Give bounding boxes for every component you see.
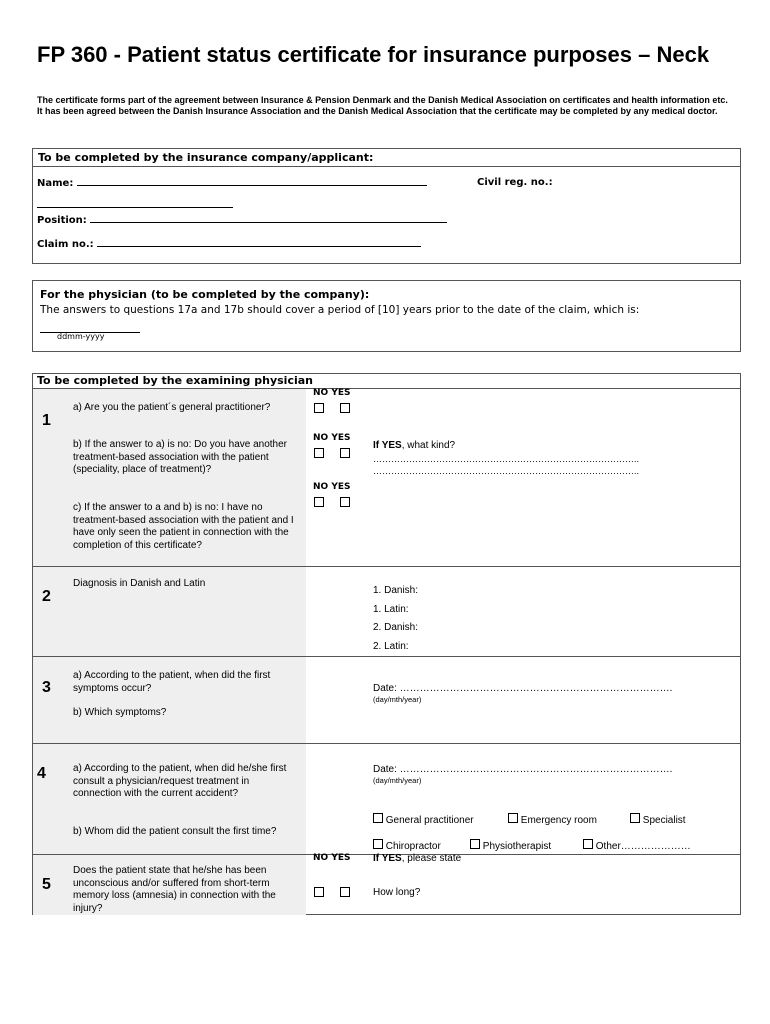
q4-option-chiropractor[interactable] (373, 839, 441, 852)
q1-if-yes-label (373, 440, 455, 451)
q1a-no-yes-labels (313, 388, 350, 398)
option-label: Emergency room (520, 815, 597, 826)
q4-date-field[interactable]: Date: ………………………………………………………………………. (373, 764, 673, 775)
q1b-text: b) If the answer to a) is no: Do you have another treatment-based association with the patient (speciality, place of treatment)? (73, 439, 288, 475)
q1a-no-checkbox[interactable] (314, 403, 324, 413)
no-label: NO (313, 388, 329, 398)
checkbox-icon[interactable] (373, 839, 383, 849)
intro-text (37, 95, 737, 117)
q4a-text: a) According to the patient, when did he/she first consult a physician/request treatment in connection with the current accident? (73, 763, 287, 799)
q2-number: 2 (42, 588, 51, 605)
q4-number: 4 (37, 765, 46, 782)
q2-text: Diagnosis in Danish and Latin (73, 578, 206, 589)
q5-yes-checkbox[interactable] (340, 887, 350, 897)
date-format-hint: ddmm-yyyy (57, 332, 105, 341)
q5-if-yes-label (373, 853, 461, 864)
q2-danish-1[interactable]: 1. Danish: (373, 585, 419, 596)
applicant-section (32, 148, 741, 264)
q1-number: 1 (42, 412, 51, 429)
claim-field[interactable] (97, 238, 421, 247)
intro-line-2: It has been agreed between the Danish Insurance Association and the Danish Medical Association that the certificate may be completed by any medical doctor. (37, 106, 718, 116)
q3-date-format: (day/mth/year) (373, 695, 422, 704)
q4-option-other[interactable] (583, 839, 691, 852)
q4-option-physiotherapist[interactable] (470, 839, 551, 852)
q3-number: 3 (42, 679, 51, 696)
q2-latin-1[interactable]: 1. Latin: (373, 604, 409, 615)
page-title: FP 360 - Patient status certificate for insurance purposes – Neck (37, 42, 710, 67)
civil-reg-label-text: Civil reg. no.: (477, 177, 553, 188)
q2-latin-2[interactable]: 2. Latin: (373, 641, 409, 652)
q3-date-field[interactable]: Date: ………………………………………………………………………. (373, 683, 673, 694)
q1b-no-yes-labels (313, 433, 350, 443)
applicant-header: To be completed by the insurance company/applicant: (38, 151, 374, 164)
row-separator (33, 743, 740, 744)
position-label: Position: (37, 215, 87, 226)
name-field[interactable] (77, 177, 427, 186)
option-label: General practitioner (385, 815, 474, 826)
q1-answer-line-2[interactable]: …………………………………………………………………………….. (373, 466, 640, 476)
checkbox-icon[interactable] (508, 813, 518, 823)
name-field-line-2[interactable] (37, 199, 233, 208)
q1-answer-line-1[interactable]: …………………………………………………………………………….. (373, 454, 640, 464)
applicant-divider (33, 166, 740, 167)
position-field[interactable] (90, 214, 447, 223)
q2-danish-2[interactable]: 2. Danish: (373, 622, 419, 633)
name-label: Name: (37, 178, 74, 189)
q1c-no-yes-labels (313, 482, 350, 492)
examining-physician-table (32, 373, 741, 915)
option-label: Other………………… (595, 841, 691, 852)
name-row (37, 177, 427, 189)
q4-option-general-practitioner[interactable] (373, 813, 474, 826)
option-label: Physiotherapist (482, 841, 552, 852)
intro-line-1: The certificate forms part of the agreement between Insurance & Pension Denmark and the Danish Medical Association on certificates and health information etc. (37, 95, 728, 105)
yes-label: YES (331, 482, 351, 492)
if-yes-rest: , what kind? (401, 440, 456, 451)
yes-label: YES (331, 853, 351, 863)
q4-option-emergency-room[interactable] (508, 813, 597, 826)
yes-label: YES (331, 388, 351, 398)
q5-text: Does the patient state that he/she has been unconscious and/or suffered from short-term memory loss (amnesia) in connection with the injury? (73, 865, 276, 914)
name-field-continued[interactable] (37, 193, 233, 212)
physician-note-header: For the physician (to be completed by the company): (40, 288, 370, 301)
q5-no-yes-labels (313, 853, 350, 863)
table-header-text: To be completed by the examining physician (37, 374, 313, 387)
q5-how-long[interactable]: How long? (373, 887, 421, 898)
physician-note-section (32, 280, 741, 352)
q1b-checkboxes (314, 445, 350, 463)
if-yes-bold: If YES (373, 440, 402, 451)
q1c-no-checkbox[interactable] (314, 497, 324, 507)
q5-checkboxes (314, 884, 350, 902)
physician-note-text: The answers to questions 17a and 17b should cover a period of [10] years prior to the date of the claim, which is: (40, 304, 640, 316)
q4-date-format: (day/mth/year) (373, 776, 422, 785)
q1a-checkboxes (314, 400, 350, 418)
q4-option-specialist[interactable] (630, 813, 686, 826)
option-label: Specialist (642, 815, 686, 826)
row-separator (33, 566, 740, 567)
if-yes-bold: If YES (373, 853, 402, 864)
position-row (37, 214, 447, 226)
checkbox-icon[interactable] (630, 813, 640, 823)
option-label: Chiropractor (385, 841, 441, 852)
claim-label: Claim no.: (37, 239, 94, 250)
claim-row (37, 238, 421, 250)
table-header (33, 374, 740, 389)
q5-no-checkbox[interactable] (314, 887, 324, 897)
q4b-text: b) Whom did the patient consult the first time? (73, 826, 277, 837)
q1c-yes-checkbox[interactable] (340, 497, 350, 507)
if-yes-rest: , please state (401, 853, 462, 864)
q3b-text: b) Which symptoms? (73, 707, 167, 718)
q1a-text: a) Are you the patient´s general practitioner? (73, 402, 271, 413)
yes-label: YES (331, 433, 351, 443)
q1b-no-checkbox[interactable] (314, 448, 324, 458)
civil-reg-label (477, 177, 553, 188)
no-label: NO (313, 433, 329, 443)
q1c-text: c) If the answer to a and b) is no: I have no treatment-based association with the patient and I have only seen the patient in connection with the completion of this certificate? (73, 502, 294, 551)
no-label: NO (313, 482, 329, 492)
checkbox-icon[interactable] (583, 839, 593, 849)
q5-number: 5 (42, 876, 51, 893)
q3a-text: a) According to the patient, when did the first symptoms occur? (73, 670, 271, 694)
no-label: NO (313, 853, 329, 863)
q1b-yes-checkbox[interactable] (340, 448, 350, 458)
q1c-checkboxes (314, 494, 350, 512)
q1a-yes-checkbox[interactable] (340, 403, 350, 413)
checkbox-icon[interactable] (470, 839, 480, 849)
checkbox-icon[interactable] (373, 813, 383, 823)
row-separator (33, 656, 740, 657)
